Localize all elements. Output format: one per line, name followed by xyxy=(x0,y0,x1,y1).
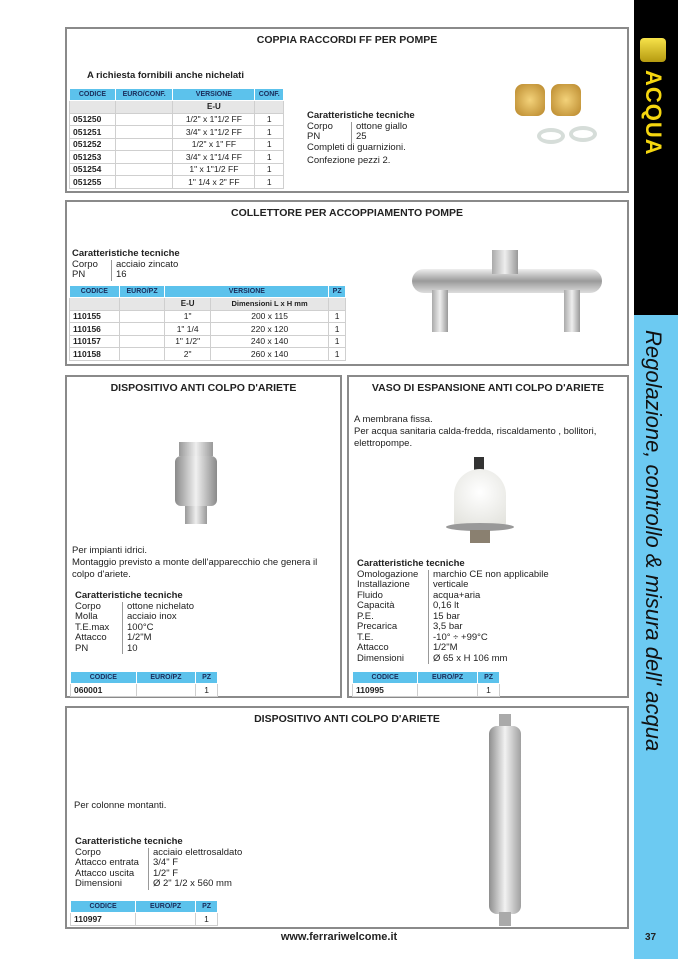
col-header: CONF. xyxy=(255,89,284,101)
text: Corpo xyxy=(307,122,352,133)
text: 200 x 115 xyxy=(210,310,328,323)
text: 1/2" x 1" FF xyxy=(173,138,255,151)
product-image xyxy=(175,442,217,527)
description xyxy=(354,414,626,450)
text: ottone giallo xyxy=(356,120,408,132)
text: 110158 xyxy=(70,348,120,361)
specs xyxy=(72,249,180,281)
text: 1 xyxy=(255,176,284,189)
table-row xyxy=(70,126,284,139)
text: 051254 xyxy=(70,163,116,176)
table-row xyxy=(70,310,346,323)
text: A membrana fissa. xyxy=(354,414,433,425)
text: 10 xyxy=(127,642,138,654)
text: 1" 1/4 x 2" FF xyxy=(173,176,255,189)
text: 220 x 120 xyxy=(210,323,328,336)
text: Corpo xyxy=(75,602,123,613)
section-label: Regolazione, controllo & misura dell' acqua xyxy=(641,330,666,752)
text: 1 xyxy=(255,113,284,126)
product-title: COPPIA RACCORDI FF PER POMPE xyxy=(256,34,438,46)
product-table xyxy=(69,88,284,189)
text: -10° ÷ +99°C xyxy=(433,631,488,643)
product-image xyxy=(412,242,602,337)
text: Omologazione xyxy=(357,570,429,581)
product-dispositivo-anti-colpo xyxy=(65,375,342,698)
text: 1 xyxy=(329,348,346,361)
specs xyxy=(357,559,549,664)
text: Molla xyxy=(75,612,123,623)
sub-header: E-U xyxy=(173,101,255,114)
text: 3/4" x 1"1/4 FF xyxy=(173,151,255,164)
text: 240 x 140 xyxy=(210,335,328,348)
text: E-U xyxy=(165,298,210,311)
text: 1 xyxy=(255,163,284,176)
text: 1/2"M xyxy=(127,632,152,643)
text: Attacco uscita xyxy=(75,869,149,880)
text: T.E.max xyxy=(75,623,123,634)
col-header: EURO/CONF. xyxy=(115,89,172,101)
table-row xyxy=(70,113,284,126)
text: Dimensioni L x H mm xyxy=(210,298,328,311)
text: EURO/PZ xyxy=(136,672,196,684)
text: Ø 65 x H 106 mm xyxy=(433,652,508,664)
text: Capacità xyxy=(357,601,429,612)
text: Confezione pezzi 2. xyxy=(307,155,391,166)
text: PZ xyxy=(196,901,218,913)
product-image xyxy=(444,457,516,547)
text: Caratteristiche tecniche xyxy=(307,110,415,121)
text: T.E. xyxy=(357,633,429,644)
text: 0,16 lt xyxy=(433,600,459,611)
category-label: ACQUA xyxy=(641,70,666,156)
table-row xyxy=(70,138,284,151)
text: Completi di guarnizioni. xyxy=(307,141,406,153)
col-header: CODICE xyxy=(70,286,120,298)
text: Montaggio previsto a monte dell'apparecchio che genera il colpo d'ariete. xyxy=(72,557,318,580)
text: Corpo xyxy=(75,848,149,859)
text: CODICE xyxy=(71,672,137,684)
text: 051250 xyxy=(70,113,116,126)
website-link[interactable]: www.ferrariwelcome.it xyxy=(280,931,398,943)
text: 2" xyxy=(165,348,210,361)
table-row xyxy=(70,151,284,164)
product-collettore xyxy=(65,200,629,366)
faucet-icon xyxy=(640,38,666,62)
description xyxy=(72,545,337,581)
text: 051252 xyxy=(70,138,116,151)
text: Precarica xyxy=(357,622,429,633)
product-coppia-raccordi xyxy=(65,27,629,193)
text: 110157 xyxy=(70,335,120,348)
text: CODICE xyxy=(353,672,418,684)
table-row xyxy=(70,323,346,336)
table-row xyxy=(71,684,218,697)
text: 1" 1/2" xyxy=(165,335,210,348)
text: 1 xyxy=(329,323,346,336)
product-table xyxy=(352,671,500,697)
text: Ø 2" 1/2 x 560 mm xyxy=(153,878,232,889)
text: 1 xyxy=(478,684,500,697)
text: 1/2"M xyxy=(433,642,458,653)
text: Caratteristiche tecniche xyxy=(75,836,183,847)
text: 110997 xyxy=(71,913,136,926)
text: 051255 xyxy=(70,176,116,189)
text: 1" x 1"1/2 FF xyxy=(173,163,255,176)
description: Per colonne montanti. xyxy=(74,800,167,811)
text: 110155 xyxy=(70,310,120,323)
table-row xyxy=(71,913,218,926)
text: Dimensioni xyxy=(357,654,429,665)
text: 260 x 140 xyxy=(210,348,328,361)
text: PZ xyxy=(196,672,218,684)
table-row xyxy=(70,163,284,176)
col-header: VERSIONE xyxy=(173,89,255,101)
text: Dimensioni xyxy=(75,879,149,890)
product-table xyxy=(70,900,218,926)
text: acciaio elettrosaldato xyxy=(153,846,243,858)
text: 110995 xyxy=(353,684,418,697)
table-row xyxy=(70,176,284,189)
text: P.E. xyxy=(357,612,429,623)
product-vaso-espansione xyxy=(347,375,629,698)
col-header: PZ xyxy=(329,286,346,298)
page-number: 37 xyxy=(645,932,657,943)
product-title: COLLETTORE PER ACCOPPIAMENTO POMPE xyxy=(231,207,463,219)
product-table xyxy=(70,671,218,697)
text: Attacco xyxy=(75,633,123,644)
text: EURO/PZ xyxy=(418,672,478,684)
text: EURO/PZ xyxy=(136,901,196,913)
text: 1 xyxy=(329,335,346,348)
product-image xyxy=(507,84,617,154)
text: 1/2" x 1"1/2 FF xyxy=(173,113,255,126)
text: PZ xyxy=(478,672,500,684)
text: PN xyxy=(72,270,112,281)
product-title: DISPOSITIVO ANTI COLPO D'ARIETE xyxy=(254,713,440,725)
text: Corpo xyxy=(72,260,112,271)
product-dispositivo-colonne xyxy=(65,706,629,929)
text: ottone nichelato xyxy=(127,600,195,612)
text: 051251 xyxy=(70,126,116,139)
specs xyxy=(75,837,242,890)
text: 1" 1/4 xyxy=(165,323,210,336)
text: marchio CE non applicabile xyxy=(433,568,549,580)
col-header: CODICE xyxy=(70,89,116,101)
text: 110156 xyxy=(70,323,120,336)
text: 15 bar xyxy=(433,610,460,622)
text: Caratteristiche tecniche xyxy=(75,590,183,601)
text: 051253 xyxy=(70,151,116,164)
text: acciaio zincato xyxy=(116,258,179,270)
text: Attacco xyxy=(357,643,429,654)
col-header: VERSIONE xyxy=(165,286,329,298)
table-row xyxy=(70,348,346,361)
text: 3/4" x 1"1/2 FF xyxy=(173,126,255,139)
text: Installazione xyxy=(357,580,429,591)
text: Per acqua sanitaria calda-fredda, riscaldamento , bollitori, elettropompe. xyxy=(354,426,597,449)
text: acciaio inox xyxy=(127,611,177,622)
text: 25 xyxy=(356,131,367,142)
text: Caratteristiche tecniche xyxy=(357,558,465,569)
text: 1" xyxy=(165,310,210,323)
text: 1 xyxy=(196,913,218,926)
table-row xyxy=(70,335,346,348)
note: A richiesta fornibili anche nichelati xyxy=(87,70,244,81)
text: acqua+aria xyxy=(433,589,481,601)
table-row xyxy=(353,684,500,697)
text: 3,5 bar xyxy=(433,621,463,632)
text: 3/4" F xyxy=(153,857,179,868)
product-table xyxy=(69,285,346,361)
text: 16 xyxy=(116,269,127,280)
text: CODICE xyxy=(71,901,136,913)
text: 1 xyxy=(255,126,284,139)
text: PN xyxy=(307,132,352,143)
product-title: VASO DI ESPANSIONE ANTI COLPO D'ARIETE xyxy=(371,382,605,394)
text: Fluido xyxy=(357,591,429,602)
text: 1 xyxy=(196,684,218,697)
text: Caratteristiche tecniche xyxy=(72,248,180,259)
text: PN xyxy=(75,644,123,655)
text: 1 xyxy=(255,138,284,151)
text: 1 xyxy=(255,151,284,164)
product-title: DISPOSITIVO ANTI COLPO D'ARIETE xyxy=(110,382,297,394)
col-header: EURO/PZ xyxy=(119,286,165,298)
text: Attacco entrata xyxy=(75,858,149,869)
text: 1/2" F xyxy=(153,867,179,879)
specs xyxy=(307,111,415,167)
text: 1 xyxy=(329,310,346,323)
text: Per impianti idrici. xyxy=(72,545,147,556)
text: 100°C xyxy=(127,621,154,633)
text: 060001 xyxy=(71,684,137,697)
text: verticale xyxy=(433,579,469,590)
specs xyxy=(75,591,194,654)
product-image xyxy=(487,714,523,926)
